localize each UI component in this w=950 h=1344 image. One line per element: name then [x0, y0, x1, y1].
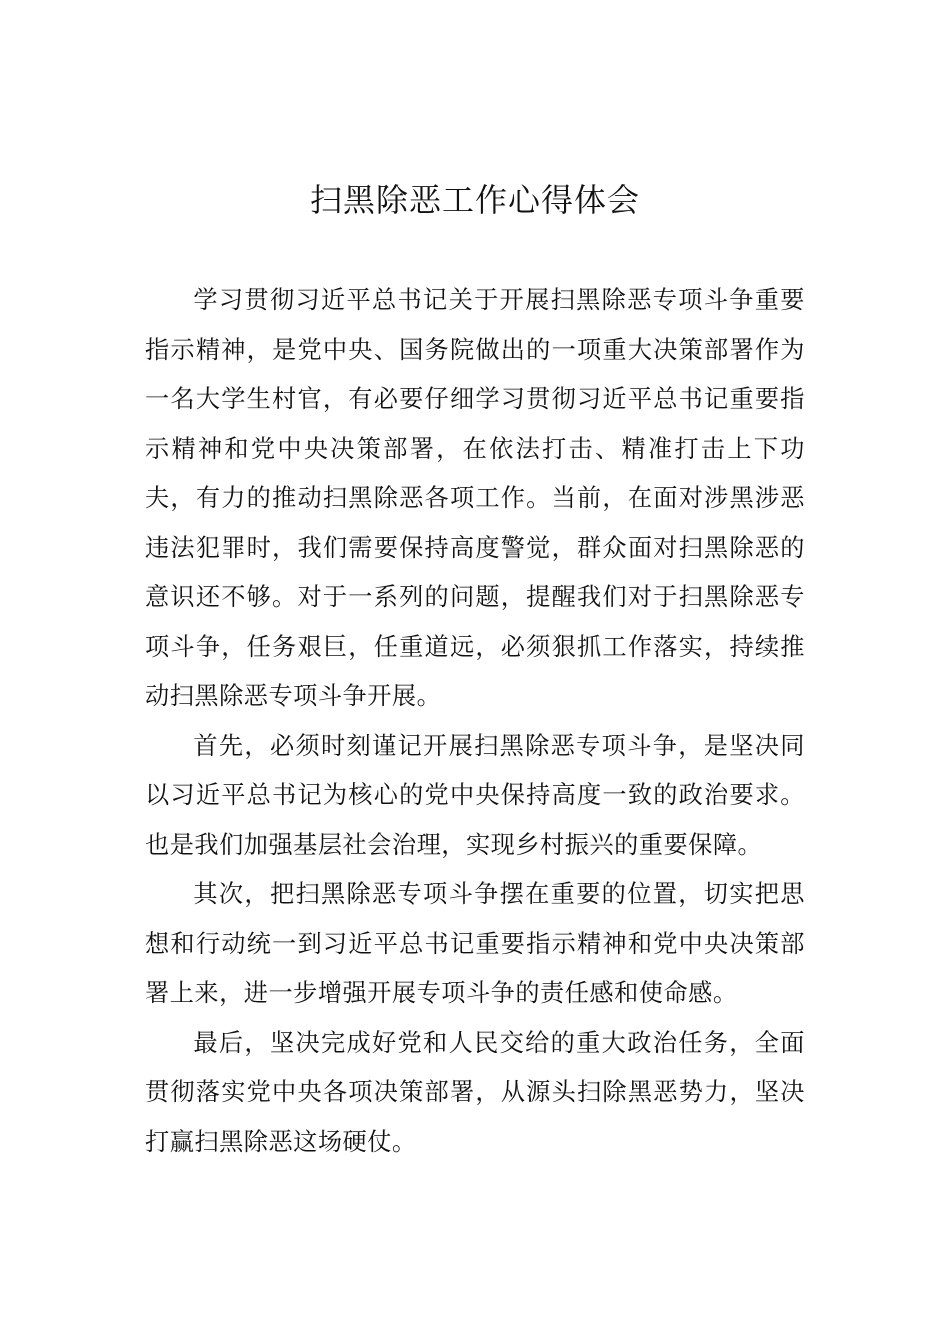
document-body [145, 276, 805, 1167]
paragraph-last: 最后，坚决完成好党和人民交给的重大政治任务，全面贯彻落实党中央各项决策部署，从源头扫除黑恶势力，坚决打赢扫黑除恶这场硬仗。 [145, 1028, 805, 1156]
paragraph-first: 首先，必须时刻谨记开展扫黑除恶专项斗争，是坚决同以习近平总书记为核心的党中央保持高度一致的政治要求。也是我们加强基层社会治理，实现乡村振兴的重要保障。 [145, 731, 805, 859]
paragraph-second: 其次，把扫黑除恶专项斗争摆在重要的位置，切实把思想和行动统一到习近平总书记重要指示精神和党中央决策部署上来，进一步增强开展专项斗争的责任感和使命感。 [145, 880, 805, 1007]
document-title: 扫黑除恶工作心得体会 [309, 181, 640, 219]
paragraph-intro: 学习贯彻习近平总书记关于开展扫黑除恶专项斗争重要指示精神，是党中央、国务院做出的一项重大决策部署作为一名大学生村官，有必要仔细学习贯彻习近平总书记重要指示精神和党中央决策部署，在依法打击、精准打击上下功夫，有力的推动扫黑除恶各项工作。当前，在面对涉黑涉恶违法犯罪时，我们需要保持高度警觉，群众面对扫黑除恶的意识还不够。对于一系列的问题，提醒我们对于扫黑除恶专项斗争，任务艰巨，任重道远，必须狠抓工作落实，持续推动扫黑除恶专项斗争开展。 [145, 286, 805, 710]
